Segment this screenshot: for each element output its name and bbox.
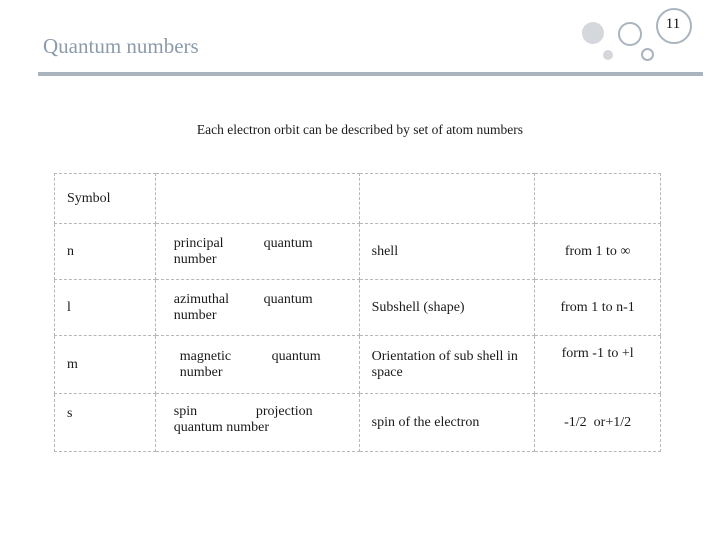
row-name [155, 336, 359, 394]
decorative-circle-icon [582, 22, 604, 44]
row-meaning: Subshell (shape) [359, 280, 535, 336]
header-empty-cell [535, 174, 661, 224]
row-meaning: spin of the electron [359, 394, 535, 452]
decorative-circle-icon [618, 22, 642, 46]
row-name-word2: projection [255, 404, 313, 419]
table-row [55, 224, 661, 280]
row-name-word2: quantum [271, 348, 321, 364]
slide-title: Quantum numbers [43, 34, 199, 58]
row-range: from 1 to n-1 [535, 280, 661, 336]
table-row [55, 394, 661, 452]
row-range: form -1 to +l [535, 336, 661, 394]
row-symbol: m [55, 336, 156, 394]
row-name-word1: spin [173, 404, 198, 419]
decorative-circle-icon [641, 48, 654, 61]
header-empty-cell [359, 174, 535, 224]
row-name-word3: number [179, 364, 223, 380]
row-name [155, 224, 359, 280]
row-symbol: l [55, 280, 156, 336]
table-header-row [55, 174, 661, 224]
header-symbol: Symbol [55, 174, 156, 224]
row-name [155, 280, 359, 336]
quantum-numbers-table [54, 173, 661, 452]
row-name-word2: quantum [263, 235, 313, 251]
row-range: -1/2 or+1/2 [535, 394, 661, 452]
row-name-word3: number [173, 307, 217, 323]
header-empty-cell [155, 174, 359, 224]
row-name-word1: azimuthal [173, 291, 229, 307]
decorative-circle-icon [603, 50, 613, 60]
row-symbol: s [55, 394, 156, 452]
table-row [55, 336, 661, 394]
row-name-word3: number [173, 251, 217, 267]
row-name-word3: quantum number [173, 420, 270, 435]
page-number: 11 [665, 16, 681, 32]
row-name-word1: principal [173, 235, 224, 251]
row-name-word2: quantum [263, 291, 313, 307]
row-symbol: n [55, 224, 156, 280]
intro-text: Each electron orbit can be described by set of atom numbers [196, 122, 524, 137]
row-meaning: Orientation of sub shell in space [359, 336, 535, 394]
row-range: from 1 to ∞ [535, 224, 661, 280]
title-underline [38, 72, 703, 76]
row-meaning: shell [359, 224, 535, 280]
row-name-word1: magnetic [179, 348, 232, 364]
row-name [155, 394, 359, 452]
table-row [55, 280, 661, 336]
